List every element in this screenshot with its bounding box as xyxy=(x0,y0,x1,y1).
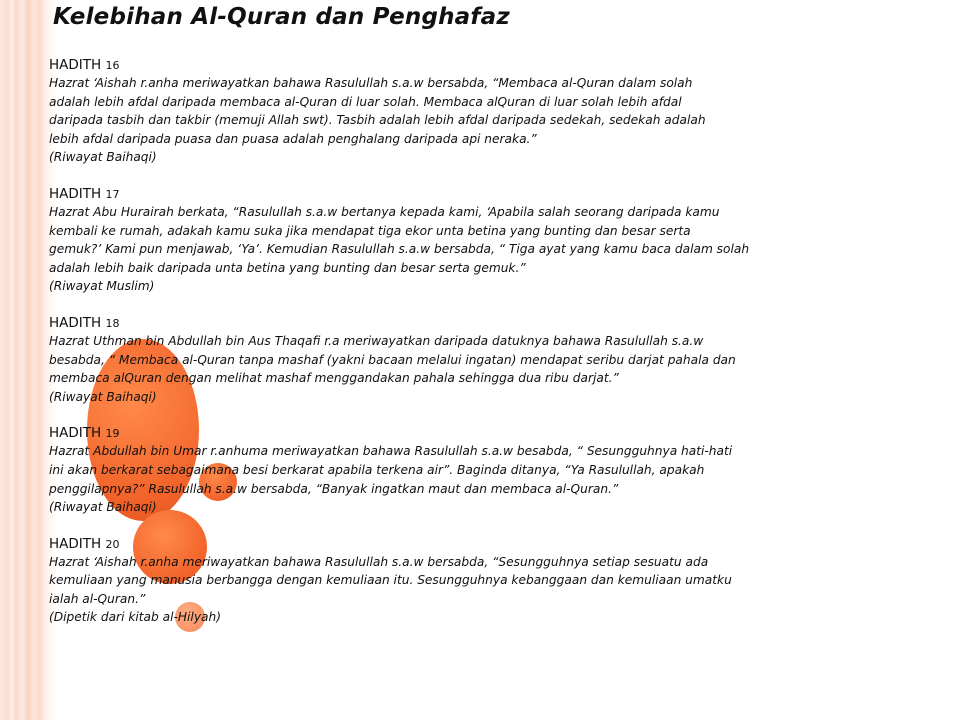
hadith-block-20 xyxy=(49,536,915,627)
hadith-number: 18 xyxy=(105,316,120,330)
hadith-number: 16 xyxy=(105,59,120,72)
hadith-block-19 xyxy=(49,425,915,516)
hadith-source: (Riwayat Baihaqi) xyxy=(49,389,157,404)
hadith-label: HADITH xyxy=(49,535,106,552)
hadith-number: 17 xyxy=(105,187,120,201)
hadith-heading xyxy=(49,57,915,74)
hadith-source: (Riwayat Baihaqi) xyxy=(49,150,157,165)
hadith-text: Hazrat Abdullah bin Umar r.anhuma meriwayatkan bahawa Rasulullah s.a.w besabda, “ Sesungguhnya hati-hati ini akan berkarat sebagaimana besi berkarat apabila terkena air”. Baginda ditanya, “Ya Rasulullah, apakah penggilapnya?” Rasulullah s.a.w bersabda, “Banyak ingatkan maut dan membaca al-Quran.” xyxy=(49,444,733,496)
hadith-block-16 xyxy=(49,57,915,167)
hadith-heading xyxy=(49,315,915,332)
hadith-number: 19 xyxy=(105,427,120,441)
slide-title: Kelebihan Al-Quran dan Penghafaz xyxy=(53,4,510,30)
hadith-label: HADITH xyxy=(49,185,106,202)
hadith-list xyxy=(49,57,915,646)
hadith-block-17 xyxy=(49,186,915,296)
hadith-label: HADITH xyxy=(49,57,106,73)
hadith-text: Hazrat ‘Aishah r.anha meriwayatkan bahawa Rasulullah s.a.w bersabda, “Membaca al-Quran dalam solah adalah lebih afdal daripada membaca al-Quran di luar solah. Membaca alQuran di luar solah lebih afdal daripada tasbih dan takbir (memuji Allah swt). Tasbih adalah lebih afdal daripada sedekah, sedekah adalah lebih afdal daripada puasa dan puasa adalah penghalang daripada api neraka.” xyxy=(49,76,706,146)
hadith-heading xyxy=(49,536,915,553)
hadith-text: Hazrat Uthman bin Abdullah bin Aus Thaqafi r.a meriwayatkan daripada datuknya bahawa Rasulullah s.a.w besabda, “ Membaca al-Quran tanpa mashaf (yakni bacaan melalui ingatan) mendapat seribu darjat pahala dan membaca alQuran dengan melihat mashaf menggandakan pahala sehingga dua ribu darjat.” xyxy=(49,333,736,386)
hadith-label: HADITH xyxy=(49,314,106,331)
hadith-block-18 xyxy=(49,315,915,406)
hadith-text: Hazrat ‘Aishah r.anha meriwayatkan bahawa Rasulullah s.a.w bersabda, “Sesungguhnya setiap sesuatu ada kemuliaan yang manusia berbangga dengan kemuliaan itu. Sesungguhnya kebanggaan dan kemuliaan umatku ialah al-Quran.” xyxy=(49,554,732,606)
hadith-heading xyxy=(49,425,915,442)
hadith-source: (Riwayat Baihaqi) xyxy=(49,500,157,515)
hadith-text: Hazrat Abu Hurairah berkata, “Rasulullah s.a.w bertanya kepada kami, ‘Apabila salah seorang daripada kamu kembali ke rumah, adakah kamu suka jika mendapat tiga ekor unta betina yang bunting dan besar serta gemuk?’ Kami pun menjawab, ‘Ya’. Kemudian Rasulullah s.a.w bersabda, “ Tiga ayat yang kamu baca dalam solah adalah lebih baik daripada unta betina yang bunting dan besar serta gemuk.” xyxy=(49,204,750,275)
hadith-number: 20 xyxy=(105,537,120,551)
hadith-source: (Riwayat Muslim) xyxy=(49,279,155,294)
decorative-left-stripe xyxy=(0,0,44,720)
hadith-heading xyxy=(49,186,915,203)
hadith-label: HADITH xyxy=(49,425,106,442)
hadith-source: (Dipetik dari kitab al-Hilyah) xyxy=(49,610,221,625)
